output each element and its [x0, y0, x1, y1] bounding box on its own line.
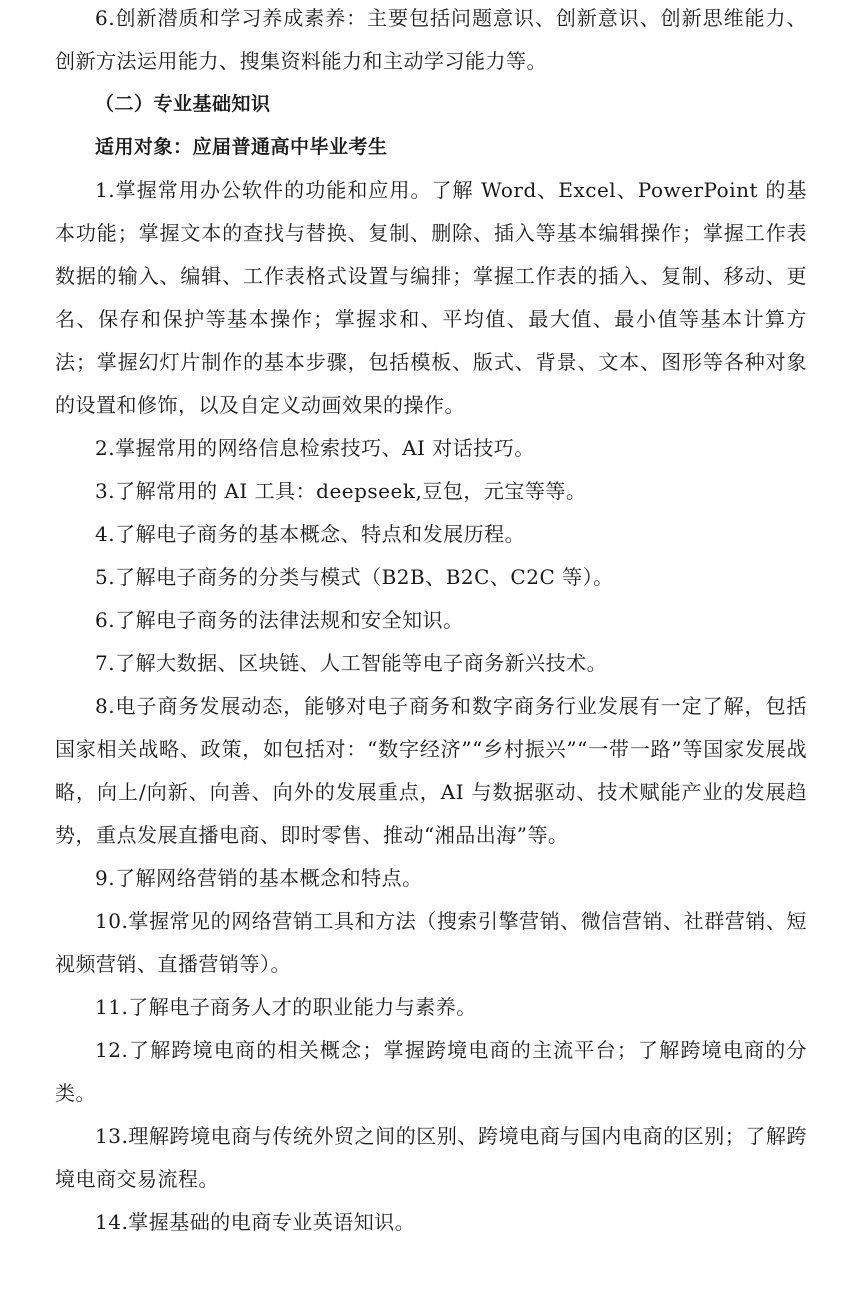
list-item-4: 4.了解电子商务的基本概念、特点和发展历程。 [95, 522, 526, 546]
list-item-7: 7.了解大数据、区块链、人工智能等电子商务新兴技术。 [95, 651, 608, 675]
list-item-6: 6.了解电子商务的法律法规和安全知识。 [95, 608, 464, 632]
list-item-12: 12.了解跨境电商的相关概念；掌握跨境电商的主流平台；了解跨境电商的分类。 [55, 1038, 807, 1105]
paragraph-innovation-literacy: 6.创新潜质和学习养成素养：主要包括问题意识、创新意识、创新思维能力、创新方法运用能力、搜集资料能力和主动学习能力等。 [55, 6, 807, 73]
list-item-9: 9.了解网络营销的基本概念和特点。 [95, 866, 423, 890]
section-heading: （二）专业基础知识 [95, 93, 271, 115]
list-item-8: 8.电子商务发展动态，能够对电子商务和数字商务行业发展有一定了解，包括国家相关战略、政策，如包括对：“数字经济”“乡村振兴”“一带一路”等国家发展战略，向上/向新、向善、向外的发展重点，AI 与数据驱动、技术赋能产业的发展趋势，重点发展直播电商、即时零售、推动“湘品出海”等。 [55, 694, 807, 847]
target-audience-subheading: 适用对象：应届普通高中毕业考生 [95, 136, 388, 158]
list-item-14: 14.掌握基础的电商专业英语知识。 [95, 1210, 416, 1234]
list-item-2: 2.掌握常用的网络信息检索技巧、AI 对话技巧。 [95, 436, 535, 460]
list-item-3: 3.了解常用的 AI 工具：deepseek,豆包，元宝等等。 [95, 479, 587, 503]
list-item-10: 10.掌握常见的网络营销工具和方法（搜索引擎营销、微信营销、社群营销、短视频营销、直播营销等）。 [55, 909, 807, 976]
document-page [55, 0, 807, 1244]
list-item-13: 13.理解跨境电商与传统外贸之间的区别、跨境电商与国内电商的区别；了解跨境电商交易流程。 [55, 1124, 807, 1191]
list-item-11: 11.了解电子商务人才的职业能力与素养。 [95, 995, 477, 1019]
list-item-1: 1.掌握常用办公软件的功能和应用。了解 Word、Excel、PowerPoint 的基本功能；掌握文本的查找与替换、复制、删除、插入等基本编辑操作；掌握工作表数据的输入、编辑、工作表格式设置与编排；掌握工作表的插入、复制、移动、更名、保存和保护等基本操作；掌握求和、平均值、最大值、最小值等基本计算方法；掌握幻灯片制作的基本步骤，包括模板、版式、背景、文本、图形等各种对象的设置和修饰，以及自定义动画效果的操作。 [55, 178, 807, 417]
list-item-5: 5.了解电子商务的分类与模式（B2B、B2C、C2C 等）。 [95, 565, 614, 589]
